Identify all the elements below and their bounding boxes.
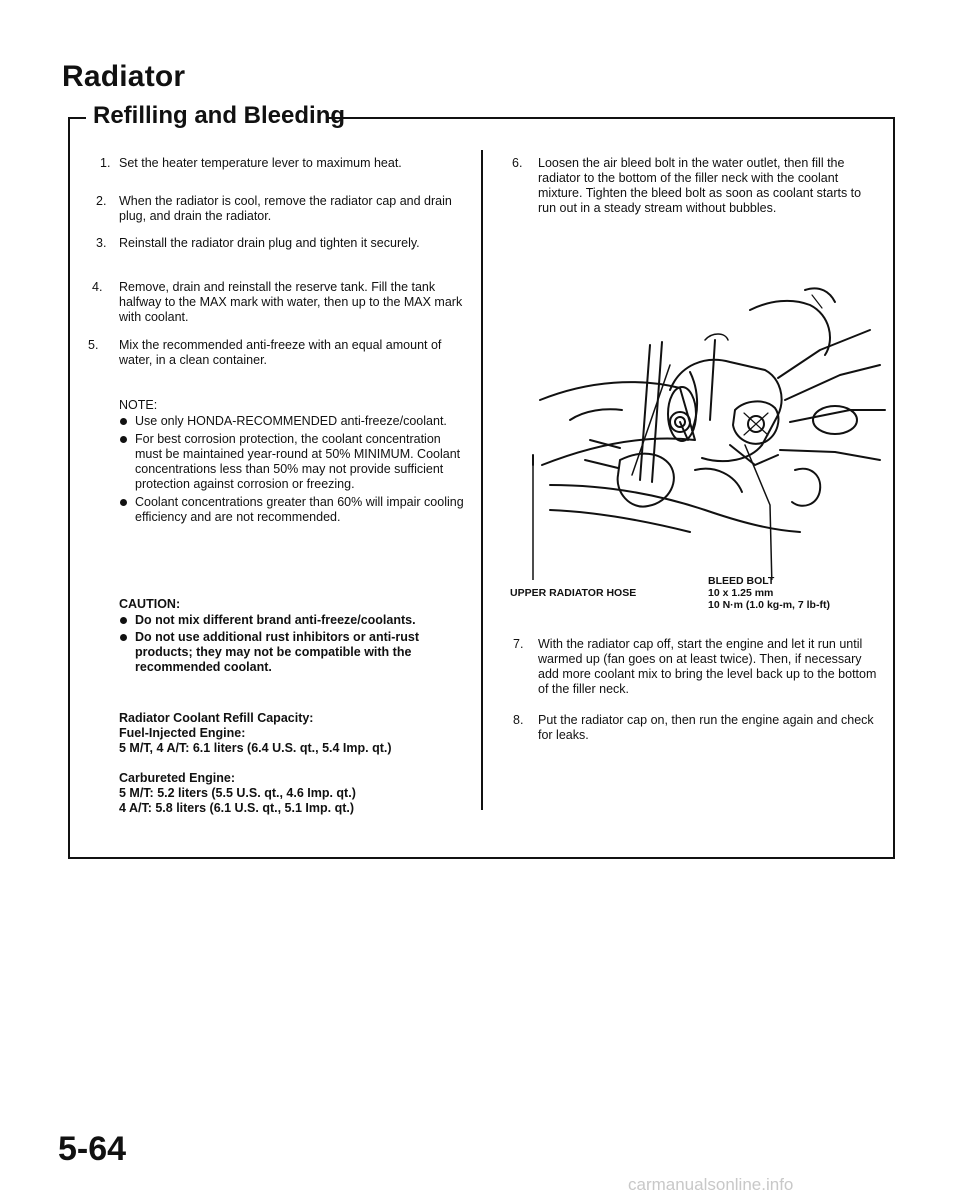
step-number: 2. bbox=[96, 194, 107, 208]
step-number: 1. bbox=[100, 156, 111, 170]
note-block bbox=[119, 398, 471, 525]
step-text: Remove, drain and reinstall the reserve tank. Fill the tank halfway to the MAX mark with water, then up to the MAX mark with coolant. bbox=[119, 280, 463, 324]
step-text: Reinstall the radiator drain plug and tighten it securely. bbox=[119, 236, 420, 250]
capacity-block bbox=[119, 711, 471, 816]
bleed-bolt-illustration bbox=[530, 270, 890, 580]
frame-right-border bbox=[893, 117, 895, 858]
upper-radiator-hose-label: UPPER RADIATOR HOSE bbox=[510, 587, 637, 599]
step-number: 7. bbox=[513, 637, 524, 651]
fuel-injected-value: 5 M/T, 4 A/T: 6.1 liters (6.4 U.S. qt., 5.4 Imp. qt.) bbox=[119, 741, 392, 755]
fuel-injected-label: Fuel-Injected Engine: bbox=[119, 726, 246, 740]
bleed-bolt-title: BLEED BOLT bbox=[708, 575, 775, 587]
carbureted-at-value: 4 A/T: 5.8 liters (6.1 U.S. qt., 5.1 Imp. qt.) bbox=[119, 801, 355, 815]
capacity-heading: Radiator Coolant Refill Capacity: bbox=[119, 711, 314, 725]
note-heading: NOTE: bbox=[119, 398, 158, 412]
section-subtitle: Refilling and Bleeding bbox=[93, 102, 346, 129]
caution-block bbox=[119, 597, 471, 675]
step-text: When the radiator is cool, remove the radiator cap and drain plug, and drain the radiator. bbox=[119, 194, 452, 223]
frame-left-border bbox=[68, 117, 70, 858]
bleed-bolt-torque: 10 N·m (1.0 kg-m, 7 lb-ft) bbox=[708, 599, 830, 611]
step-number: 6. bbox=[512, 156, 523, 170]
note-bullet: For best corrosion protection, the coolant concentration must be maintained year-round at 50% MINIMUM. Coolant concentrations less than 50% may not provide sufficient protection against corrosion or freezing. bbox=[119, 432, 471, 492]
bleed-bolt-size: 10 x 1.25 mm bbox=[708, 587, 774, 599]
watermark: carmanualsonline.info bbox=[628, 1175, 794, 1194]
page-title: Radiator bbox=[62, 60, 186, 93]
step-text: Set the heater temperature lever to maximum heat. bbox=[119, 156, 402, 170]
caution-bullet: Do not mix different brand anti-freeze/coolants. bbox=[119, 613, 471, 628]
carbureted-label: Carbureted Engine: bbox=[119, 771, 235, 785]
bleed-bolt-label bbox=[708, 575, 830, 611]
step-text: Put the radiator cap on, then run the engine again and check for leaks. bbox=[538, 713, 874, 742]
subtitle-rule-left bbox=[68, 117, 86, 119]
caution-bullet: Do not use additional rust inhibitors or anti-rust products; they may not be compatible with the recommended coolant. bbox=[119, 630, 471, 675]
note-bullet: Coolant concentrations greater than 60% will impair cooling efficiency and are not recommended. bbox=[119, 495, 471, 525]
page-number: 5-64 bbox=[58, 1130, 127, 1168]
frame-bottom-border bbox=[68, 857, 895, 859]
step-number: 8. bbox=[513, 713, 524, 727]
caution-heading: CAUTION: bbox=[119, 597, 181, 611]
step-text: With the radiator cap off, start the engine and let it run until warmed up (fan goes on at least twice). Then, if necessary add more coolant mix to bring the level back up to the bottom of the filler neck. bbox=[538, 637, 877, 696]
step-number: 5. bbox=[88, 338, 99, 352]
step-text: Mix the recommended anti-freeze with an equal amount of water, in a clean container. bbox=[119, 338, 442, 367]
note-bullet: Use only HONDA-RECOMMENDED anti-freeze/coolant. bbox=[119, 414, 471, 429]
column-divider bbox=[481, 150, 483, 810]
step-number: 4. bbox=[92, 280, 103, 294]
step-text: Loosen the air bleed bolt in the water outlet, then fill the radiator to the bottom of the filler neck with the coolant mixture. Tighten the bleed bolt as soon as coolant starts to run out in a steady stream without bubbles. bbox=[538, 156, 862, 215]
step-number: 3. bbox=[96, 236, 107, 250]
carbureted-mt-value: 5 M/T: 5.2 liters (5.5 U.S. qt., 4.6 Imp. qt.) bbox=[119, 786, 356, 800]
subtitle-rule-right bbox=[327, 117, 895, 119]
